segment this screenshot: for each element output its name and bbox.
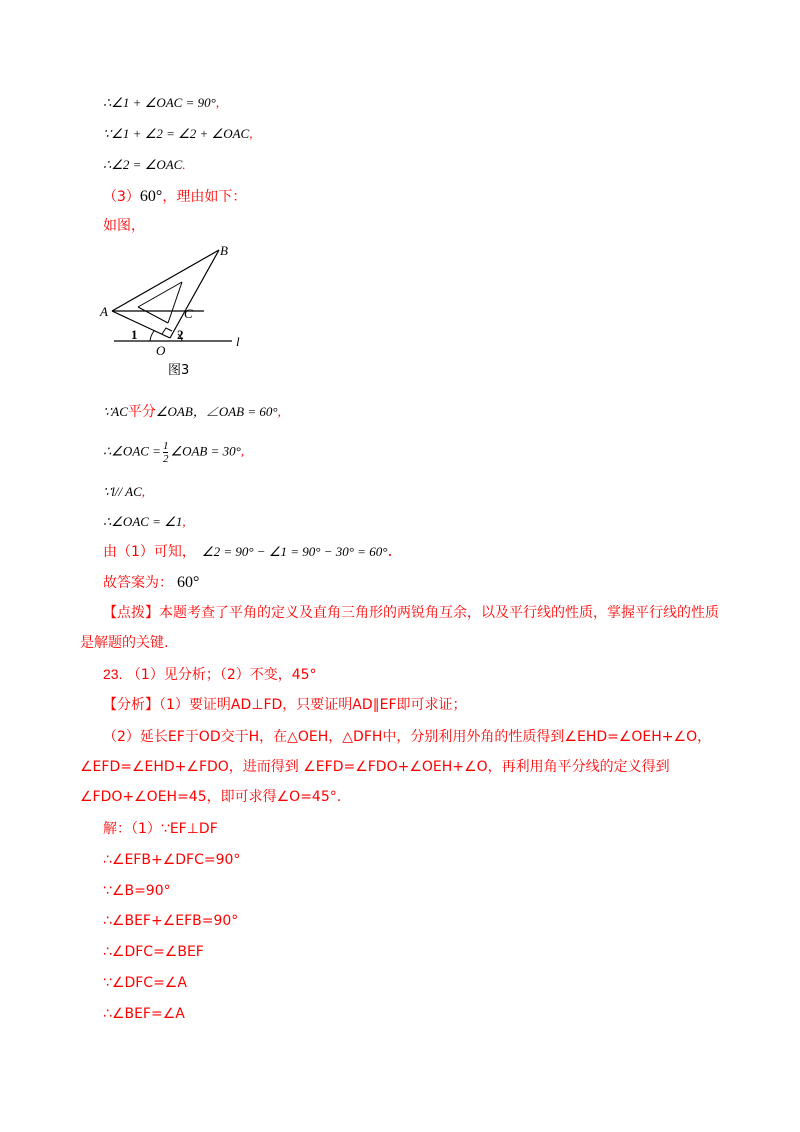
proof-line-1 xyxy=(103,96,219,109)
geometry-figure xyxy=(98,240,258,385)
tips-text: 本题考查了平角的定义及直角三角形的两锐角互余，以及平行线的性质，掌握平行线的性质是解题的关键. xyxy=(80,605,719,651)
part-3-heading xyxy=(103,189,246,205)
answer-value: 60° xyxy=(177,574,200,591)
line-8-text: ∵l// AC xyxy=(103,484,142,499)
label-C: C xyxy=(184,306,193,321)
line-9-text: ∴∠OAC = ∠1 xyxy=(103,514,183,529)
solution-line-6 xyxy=(103,976,187,990)
solution-line-1 xyxy=(103,822,218,836)
part-3-suffix: ，理由如下： xyxy=(162,189,247,205)
line-2-text: ∵∠1 + ∠2 = ∠2 + ∠OAC xyxy=(103,126,250,141)
answer-label: 故答案为： xyxy=(103,575,173,591)
label-1: 1 xyxy=(131,327,138,342)
as-figure-text: 如图， xyxy=(103,218,145,234)
proof-line-8 xyxy=(103,485,145,498)
part-3-prefix: （3） xyxy=(103,189,140,205)
segment-AB xyxy=(112,250,219,311)
comma-6: , xyxy=(277,404,281,419)
proof-line-6 xyxy=(103,405,281,419)
proof-line-9 xyxy=(103,515,186,528)
part-3-value: 60° xyxy=(139,188,163,205)
as-figure-line xyxy=(103,219,145,233)
line-7a: ∴∠OAC = xyxy=(103,443,161,459)
inner-edge-1 xyxy=(138,282,182,307)
period-10: . xyxy=(387,541,393,560)
solution-line-3 xyxy=(103,884,171,898)
solution-3: ∵∠B=90° xyxy=(103,883,171,899)
analysis-label: 【分析】 xyxy=(103,697,159,713)
label-B: B xyxy=(220,243,228,258)
right-angle-mark xyxy=(162,328,172,334)
analysis-text-1: （1）要证明AD⊥FD，只要证明AD∥EF即可求证； xyxy=(159,697,467,713)
figure-caption: 图3 xyxy=(168,363,190,378)
proof-line-2 xyxy=(103,127,252,140)
label-2: 2 xyxy=(177,327,184,342)
analysis-line-1 xyxy=(103,698,467,712)
solution-2: ∴∠EFB+∠DFC=90° xyxy=(103,852,241,868)
solution-6: ∵∠DFC=∠A xyxy=(103,975,187,991)
line-6c: ∠OAB，∠OAB = 60° xyxy=(155,404,278,419)
comma-1: , xyxy=(215,95,220,110)
tips-label: 【点拨】 xyxy=(103,605,159,621)
inner-edge-2 xyxy=(168,282,182,323)
period-3: . xyxy=(182,157,186,172)
angle-1-arc xyxy=(150,331,154,341)
comma-9: , xyxy=(182,514,186,529)
fraction-half xyxy=(163,440,169,465)
answer-line xyxy=(103,574,199,591)
line-6a: ∵AC xyxy=(103,404,128,419)
comma-8: , xyxy=(141,484,145,499)
tips-paragraph xyxy=(80,598,720,658)
solution-line-5 xyxy=(103,945,204,959)
solution-7: ∴∠BEF=∠A xyxy=(103,1006,185,1022)
proof-line-3 xyxy=(103,158,186,171)
comma-2: , xyxy=(249,126,253,141)
solution-line-7 xyxy=(103,1007,185,1021)
solution-1: 解：（1）∵EF⊥DF xyxy=(103,821,218,837)
line-10a: 由（1）可知， xyxy=(103,544,196,560)
inner-edge-3 xyxy=(138,307,168,323)
line-3-text: ∴∠2 = ∠OAC xyxy=(103,157,183,172)
label-l: l xyxy=(236,334,240,349)
proof-line-10 xyxy=(103,543,392,559)
analysis-paragraph-2 xyxy=(80,722,720,812)
label-O: O xyxy=(156,343,166,358)
analysis-text-2: （2）延长EF于OD交于H，在△OEH，△DFH中，分别利用外角的性质得到∠EHD=∠OEH+∠O，∠EFD=∠EHD+∠FDO，进而得到 ∠EFD=∠FDO+∠OEH+∠O，再利用角平分线的定义得到∠FDO+∠OEH=45，即可求得∠O=45°. xyxy=(80,729,712,805)
q23-number: 23. xyxy=(103,666,123,682)
comma-7: , xyxy=(240,443,245,459)
q23-answer: （1）见分析；（2）不变，45° xyxy=(126,667,317,683)
solution-5: ∴∠DFC=∠BEF xyxy=(103,944,204,960)
label-A: A xyxy=(100,304,108,319)
line-6b: 平分 xyxy=(127,404,156,420)
solution-4: ∴∠BEF+∠EFB=90° xyxy=(103,913,239,929)
proof-line-7 xyxy=(103,440,244,465)
fraction-numerator: 1 xyxy=(162,440,169,452)
segment-AO xyxy=(112,311,170,338)
fraction-denominator: 2 xyxy=(162,453,169,465)
solution-line-4 xyxy=(103,914,238,928)
segment-BO xyxy=(170,250,219,338)
q23-line xyxy=(103,667,317,682)
solution-line-2 xyxy=(103,853,240,867)
line-1-text: ∴∠1 + ∠OAC = 90° xyxy=(103,95,216,110)
line-10b: ∠2 = 90° − ∠1 = 90° − 30° = 60° xyxy=(201,544,388,559)
line-7b: ∠OAB = 30° xyxy=(170,443,241,459)
